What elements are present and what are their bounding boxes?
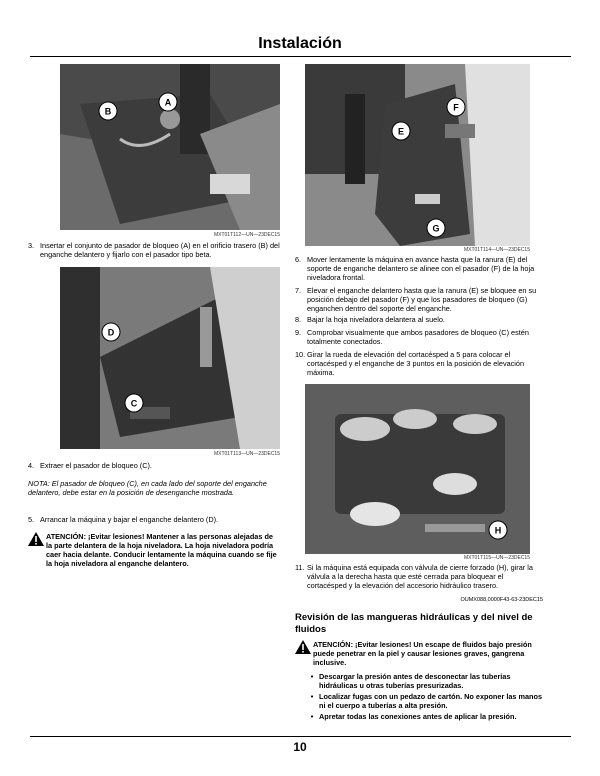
footer-rule [30,736,571,737]
callout-b-label: B [104,106,112,117]
step-10 [295,350,545,378]
callout-c [124,393,144,418]
callout-h [488,520,508,545]
callout-d-label: D [107,327,115,338]
step-5-text: Arrancar la máquina y bajar el enganche delantero (D). [40,515,219,524]
callout-a [158,92,178,117]
step-3-text: Insertar el conjunto de pasador de bloqueo (A) en el orificio trasero (B) del enganche delantero y fijarlo con el pasador tipo beta. [40,241,280,260]
step-10-number: 10. [295,350,306,359]
step-11-number: 11. [295,563,305,572]
step-5-number: 5. [28,515,35,524]
callout-g [426,218,446,243]
note: NOTA: El pasador de bloqueo (C), en cada lado del soporte del enganche delantero, debe estar en la posición de desenganche mostrada. [28,479,267,498]
list-item-text: Apretar todas las conexiones antes de aplicar la presión. [319,712,517,721]
step-3 [28,241,283,259]
warning-2-text: ATENCIÓN: ¡Evitar lesiones! Un escape de fluidos bajo presión puede penetrar en la piel y causar lesiones graves, gangrena inclusive. [313,640,532,667]
warning-1-text: ATENCIÓN: ¡Evitar lesiones! Mantener a las personas alejadas de la parte delantera de la hoja niveladora. La hoja niveladora podría caer hacia delante. Conducir lentamente la máquina cuando se fije la hoja niveladora al enganche delantero. [46,532,277,568]
step-9-number: 9. [295,328,302,337]
callout-h-label: H [494,525,502,536]
list-item: • Apretar todas las conexiones antes de aplicar la presión. [310,712,517,721]
warning-2 [295,640,545,667]
callout-g-label: G [432,223,440,234]
list-item-text: Localizar fugas con un pedazo de cartón. No exponer las manos ni el cuerpo a tuberías a alta presión. [319,692,543,710]
page-number: 10 [293,740,307,754]
callout-d [101,322,121,347]
warning-1 [28,532,280,568]
warning-triangle-icon [295,640,313,667]
header-rule [30,56,571,57]
document-reference: OUMX088,0000F43-63-23DEC15 [460,597,543,603]
step-7-number: 7. [295,286,302,295]
step-9 [295,328,545,346]
callout-f-label: F [453,102,459,113]
warning-triangle-icon [28,532,46,568]
list-item: • Localizar fugas con un pedazo de cartón. No exponer las manos ni el cuerpo a tuberías a alta presión. [305,692,545,710]
figure-3-photo [305,64,530,246]
step-6 [295,255,545,283]
page-title: Instalación [258,35,342,52]
step-9-text: Comprobar visualmente que ambos pasadores de bloqueo (C) estén totalmente conectados. [307,328,529,347]
figure-2-code: MXT01T113—UN—23DEC15 [213,451,280,457]
section-heading: Revisión de las mangueras hidráulicas y del nivel de fluidos [295,612,533,635]
step-8-text: Bajar la hoja niveladora delantera al suelo. [307,315,445,324]
step-4-text: Extraer el pasador de bloqueo (C). [40,461,152,470]
step-11 [295,563,545,591]
list-item: • Descargar la presión antes de desconectar las tuberías hidráulicas u otras tuberías presurizadas. [305,672,545,690]
step-3-number: 3. [28,241,35,250]
step-8-number: 8. [295,315,302,324]
step-6-number: 6. [295,255,302,264]
step-5 [28,515,283,524]
step-4-number: 4. [28,461,35,470]
callout-c-label: C [130,398,138,409]
callout-e-label: E [397,126,405,137]
figure-4-code: MXT01T115—UN—23DEC15 [463,555,530,561]
callout-a-label: A [164,97,172,108]
step-10-text: Girar la rueda de elevación del cortacésped a 5 para colocar el cortacésped y el enganche de 3 puntos en la posición de elevación máxima. [307,350,525,378]
list-item-text: Descargar la presión antes de desconectar las tuberías hidráulicas u otras tuberías presurizadas. [319,672,511,690]
figure-1-code: MXT01T112—UN—23DEC15 [213,232,280,238]
callout-b [98,101,118,126]
step-11-text: Si la máquina está equipada con válvula de cierre forzado (H), girar la válvula a la derecha hasta que esté cerrada para bloquear el cortacésped y la elevación del accesorio hidráulico trasero. [307,563,533,591]
warning-bullet-list [305,670,545,721]
step-8 [295,315,545,324]
step-4 [28,461,283,470]
step-7 [295,286,545,314]
callout-e [391,121,411,146]
callout-f [446,97,466,122]
figure-1-photo [60,64,280,230]
figure-2-photo [60,267,280,449]
step-6-text: Mover lentamente la máquina en avance hasta que la ranura (E) del soporte de enganche delantero se alinee con el pasador (F) de la hoja niveladora frontal. [307,255,535,283]
figure-3-code: MXT01T114—UN—23DEC15 [463,247,530,253]
step-7-text: Elevar el enganche delantero hasta que la ranura (E) se bloquee en su posición debajo del pasador (F) y que los pasadores de bloqueo (G) enganchen dentro del soporte del enganche. [307,286,537,314]
